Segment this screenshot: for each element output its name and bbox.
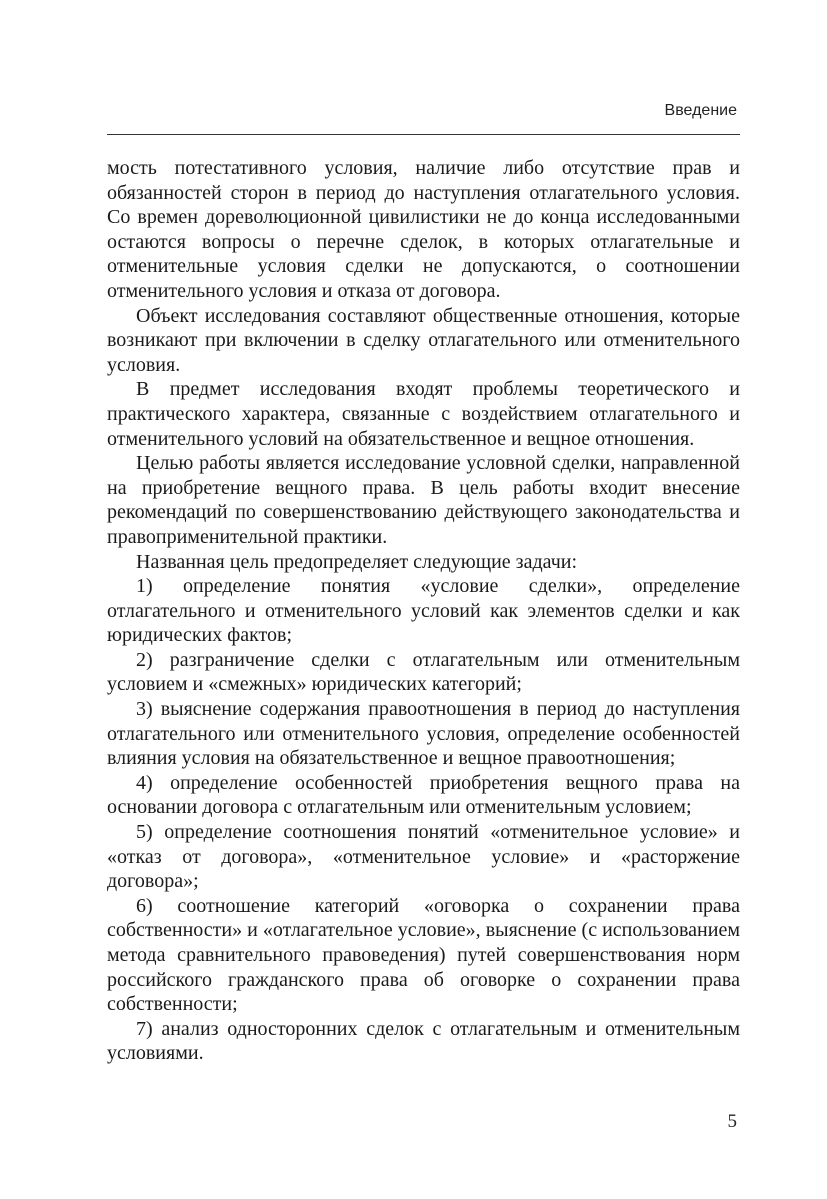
- paragraph-object: Объект исследования составляют общественные отношения, которые возникают при включении в сделку отлагательного или отменительного условия.: [107, 304, 740, 376]
- body-text: [107, 156, 740, 1066]
- header-rule: [107, 134, 740, 135]
- paragraph-goal: Целью работы является исследование условной сделки, направленной на приобретение вещного права. В цель работы входит внесение рекомендаций по совершенствованию действующего законодательства и правоприменительной практики.: [107, 452, 740, 548]
- running-head-section-title: Введение: [664, 102, 737, 119]
- paragraph-subject: В предмет исследования входят проблемы теоретического и практического характера, связанные с воздействием отлагательного и отменительного условий на обязательственное и вещное отношения.: [107, 378, 740, 450]
- paragraph-tasks-intro: Названная цель предопределяет следующие задачи:: [136, 550, 578, 573]
- list-item-task-7: 7) анализ односторонних сделок с отлагательным и отменительным условиями.: [107, 1017, 740, 1065]
- page-number: 5: [727, 1111, 737, 1132]
- list-item-task-3: 3) выяснение содержания правоотношения в период до наступления отлагательного или отменительного условия, определение особенностей влияния условия на обязательственное и вещное правоотношения;: [107, 698, 740, 770]
- list-item-task-5: 5) определение соотношения понятий «отменительное условие» и «отказ от договора», «отменительное условие» и «расторжение договора»;: [107, 821, 740, 893]
- list-item-task-6: 6) соотношение категорий «оговорка о сохранении права собственности» и «отлагательное условие», выяснение (с использованием метода сравнительного правоведения) путей совершенствования норм российского гражданского права об оговорке о сохранении права собственности;: [107, 894, 740, 1016]
- list-item-task-4: 4) определение особенностей приобретения вещного права на основании договора с отлагательным или отменительным условием;: [107, 771, 740, 819]
- list-item-task-2: 2) разграничение сделки с отлагательным или отменительным условием и «смежных» юридических категорий;: [107, 648, 740, 696]
- list-item-task-1: 1) определение понятия «условие сделки», определение отлагательного и отменительного условий как элементов сделки и как юридических фактов;: [107, 575, 740, 647]
- paragraph-continuation: мость потестативного условия, наличие либо отсутствие прав и обязанностей сторон в период до наступления отлагательного условия. Со времен дореволюционной цивилистики не до конца исследованными остаются вопросы о перечне сделок, в которых отлагательные и отменительные условия сделки не допускаются, о соотношении отменительного условия и отказа от договора.: [107, 157, 740, 302]
